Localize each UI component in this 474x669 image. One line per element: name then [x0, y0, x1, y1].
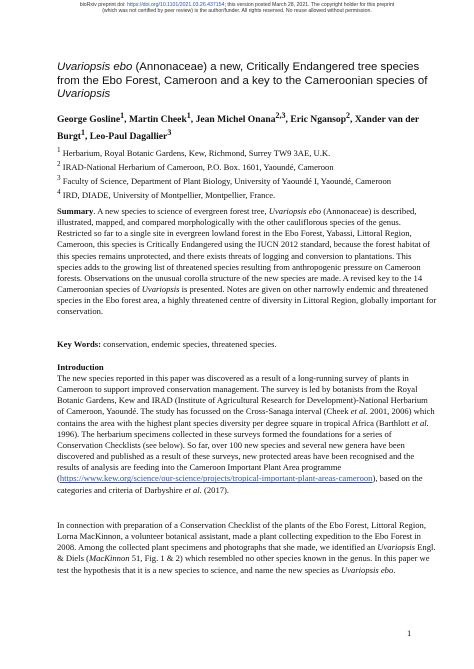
keywords: [57, 339, 437, 350]
paper-title: [57, 61, 437, 102]
page-number: 1: [407, 628, 412, 638]
preprint-notice: [0, 2, 474, 14]
keywords-label: Key Words:: [57, 339, 102, 349]
affiliation: $^2$ IRAD-National Herbarium of Cameroon, P.O. Box. 1601, Yaoundé, Cameroon: [57, 159, 334, 172]
affiliation: $^3$ Faculty of Science, Department of Plant Biology, University of Yaoundé I, Yaoundé, Cameroon: [57, 173, 392, 186]
introduction-paragraph: The new species reported in this paper was discovered as a result of a long-running survey of plants in Cameroon to support improved conservation management. The survey is led by botanists from the Royal Botanic Gardens, Kew and IRAD (Institute of Agricultural Research for Development)-National Herbarium of Cameroon, Yaoundé. The study has focussed on the Cross-Sanaga interval (Cheek et al. 2001, 2006) which contains the area with the highest plant species diversity per degree square in tropical Africa (Barthlott et al. 1996). The herbarium specimens collected in these surveys formed the foundations for a series of Conservation Checklists (see below). So far, over 100 new species and several new genera have been discovered and published as a result of these surveys, new protected areas have been recognised and the results of analysis are feeding into the Cameroon Important Plant Area programme (https://www.kew.org/science/our-science/projects/tropical-important-plant-areas-cameroon), based on the categories and criteria of Darbyshire et al. (2017).: [57, 373, 435, 495]
keywords-text: conservation, endemic species, threatened species.: [101, 339, 277, 349]
tipa-link[interactable]: https://www.kew.org/science/our-science/projects/tropical-important-plant-areas-cameroon: [59, 473, 373, 484]
author-name: Xander van der Burgt: [57, 114, 419, 142]
author-sup: 1: [186, 111, 191, 120]
author-name: Martin Cheek: [128, 114, 187, 126]
author-name: George Gosline: [57, 114, 121, 126]
doi-link[interactable]: https://doi.org/10.1101/2021.03.26.437154: [127, 2, 225, 8]
introduction-heading: Introduction: [57, 362, 104, 372]
author-sup: 1: [80, 127, 85, 137]
author-name: Eric Ngansop: [290, 114, 347, 126]
preprint-suffix: ; this version posted March 28, 2021. The copyright holder for this preprint: [224, 2, 395, 8]
author: Xander van der Burgt$^1$,: [57, 114, 419, 142]
summary-paragraph: Summary. A new species to science of evergreen forest tree, Uvariopsis ebo (Annonaceae) is described, illustrated, mapped, and compared morphologically with the other cauliflorous species of the genus. Restricted so far to a single site in evergreen lowland forest in the Ebo Forest, Yabassi, Littoral Region, Cameroon, this species is Critically Endangered using the IUCN 2012 standard, because the forest habitat of this species remains unprotected, and there exists threats of logging and conversion to plantations. This species adds to the growing list of threatened species resulting from anthropogenic pressure on Cameroon forests. Observations on the unusual corolla structure of the new species are made. A revised key to the 14 Cameroonian species of Uvariopsis is presented. Notes are given on other narrowly endemic and threatened species in the Ebo forest area, a highly threatened centre of diversity in Littoral Region, globally important for conservation.: [57, 206, 437, 317]
author-name: Jean Michel Onana: [195, 114, 276, 126]
author: Jean Michel Onana$^{2,3}$,: [195, 111, 291, 126]
author-sup: 2,3: [275, 111, 286, 120]
body-paragraph: In connection with preparation of a Conservation Checklist of the plants of the Ebo Forest, Littoral Region, Lorna MacKinnon, a volunteer botanical assistant, made a plant collecting expedition to the Ebo Forest in 2008. Among the collected plant specimens and photographs that she made, we identified an Uvariopsis Engl. & Diels (MacKinnon 51, Fig. 1 & 2) which resembled no other species known in the genus. In this paper we test the hypothesis that it is a new species to science, and name the new species as Uvariopsis ebo.: [57, 520, 436, 575]
author: George Gosline$^1$,: [57, 111, 129, 126]
affiliation: $^1$ Herbarium, Royal Botanic Gardens, Kew, Richmond, Surrey TW9 3AE, U.K.: [57, 146, 331, 158]
author-sup: 3: [167, 127, 172, 137]
affiliation: $^4$ IRD, DIADE, University of Montpellier, Montpellier, France.: [57, 187, 276, 200]
author: Eric Ngansop$^2$,: [290, 111, 355, 126]
summary-label: Summary: [57, 206, 94, 216]
title-rest: (Annonaceae) a new, Critically Endangered tree species from the Ebo Forest, Cameroon and a key to the Cameroonian species of: [57, 61, 428, 87]
author: Martin Cheek$^1$,: [128, 111, 196, 126]
author-sup: 1: [120, 111, 125, 120]
author: [89, 127, 172, 142]
affiliations: [57, 145, 437, 201]
title-genus: Uvariopsis: [57, 88, 111, 101]
author-sup: 2: [346, 111, 351, 120]
title-species: Uvariopsis ebo: [57, 61, 133, 73]
preprint-prefix: bioRxiv preprint doi:: [79, 2, 128, 8]
author-list: [57, 110, 437, 144]
preprint-line-2: (which was not certified by peer review) is the author/funder. All rights reserved. No reuse allowed without permission.: [102, 8, 372, 15]
author-name: Leo-Paul Dagallier: [89, 130, 168, 142]
